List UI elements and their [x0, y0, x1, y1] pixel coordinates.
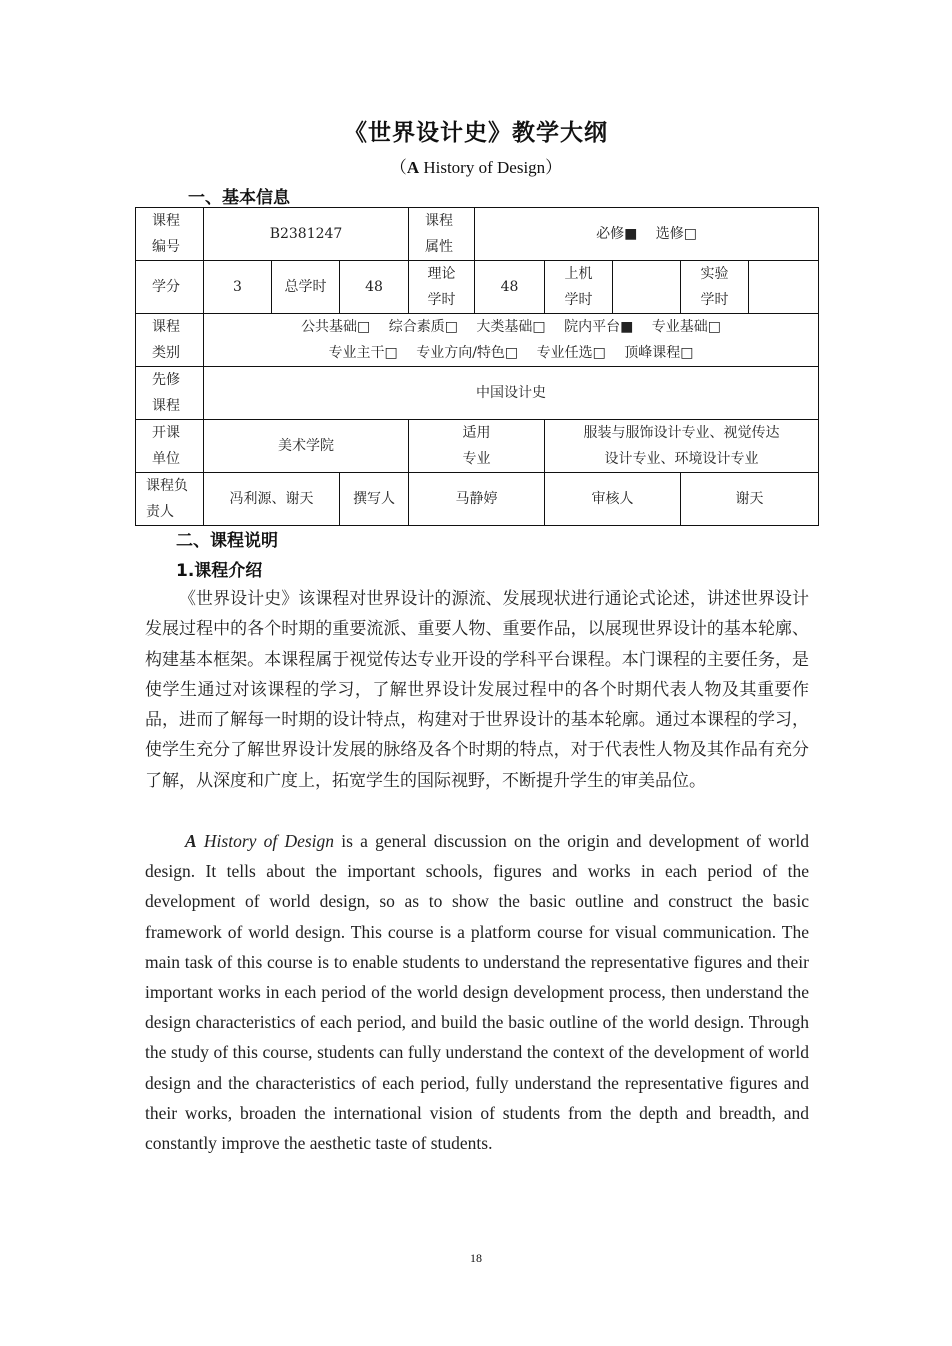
lab-hours-value — [749, 261, 819, 314]
credit-value: 3 — [204, 261, 272, 314]
prerequisite-value: 中国设计史 — [204, 367, 819, 420]
reviewer-value: 谢天 — [681, 473, 819, 526]
writer-value: 马静婷 — [409, 473, 545, 526]
computer-hours-value — [613, 261, 681, 314]
intro-lead-bold: A — [185, 831, 197, 851]
intro-lead-italic: History of Design — [196, 831, 335, 851]
table-row — [136, 314, 819, 367]
intro-body: is a general discussion on the origin and development of world design. It tells about the important schools, figures and works in each period of the development of world design, so as to show the basic outline and construct the basic framework of world design. This course is a platform course for visual communication. The main task of this course is to enable students to understand the representative figures and their important works in each period of the world design development process, then understand the design characteristics of each period, and build the basic outline of the world design. Through the study of this course, students can fully understand the context of the development of world design and the characteristics of each period, fully understand the representative figures and their works, broaden the international vision of students from the depth and breadth, and constantly improve the aesthetic taste of students. — [145, 831, 809, 1154]
course-attribute-value: 必修■ 选修□ — [475, 208, 819, 261]
page-title: 《世界设计史》教学大纲 — [344, 120, 608, 146]
subtitle-bold: A — [406, 158, 420, 177]
credit-label: 学分 — [136, 261, 204, 314]
theory-hours-label: 理论 学时 — [409, 261, 475, 314]
page-number: 18 — [470, 1251, 482, 1265]
section-heading-basic-info: 一、基本信息 — [188, 188, 290, 208]
subsection-heading-course-intro: 1.课程介绍 — [176, 561, 263, 581]
course-leader-label: 课程负 责人 — [136, 473, 204, 526]
reviewer-label: 审核人 — [545, 473, 681, 526]
course-intro-english — [145, 826, 809, 1158]
table-row — [136, 208, 819, 261]
table-row — [136, 367, 819, 420]
applicable-major-label: 适用 专业 — [409, 420, 545, 473]
course-attribute-label: 课程 属性 — [409, 208, 475, 261]
basic-info-table — [135, 207, 819, 526]
page-subtitle — [0, 153, 952, 178]
table-row — [136, 473, 819, 526]
section-heading-course-description: 二、课程说明 — [176, 531, 278, 551]
lab-hours-label: 实验 学时 — [681, 261, 749, 314]
table-row — [136, 420, 819, 473]
table-row — [136, 261, 819, 314]
course-leader-value: 冯利源、谢天 — [204, 473, 340, 526]
total-hours-label: 总学时 — [272, 261, 340, 314]
course-category-value: 公共基础□ 综合素质□ 大类基础□ 院内平台■ 专业基础□ 专业主干□ 专业方向/特色□ 专业任选□ 顶峰课程□ — [204, 314, 819, 367]
applicable-major-value: 服装与服饰设计专业、视觉传达 设计专业、环境设计专业 — [545, 420, 819, 473]
prerequisite-label: 先修 课程 — [136, 367, 204, 420]
department-label: 开课 单位 — [136, 420, 204, 473]
computer-hours-label: 上机 学时 — [545, 261, 613, 314]
course-category-label: 课程 类别 — [136, 314, 204, 367]
course-code-label: 课程 编号 — [136, 208, 204, 261]
writer-label: 撰写人 — [340, 473, 409, 526]
department-value: 美术学院 — [204, 420, 409, 473]
course-code-value: B2381247 — [204, 208, 409, 261]
total-hours-value: 48 — [340, 261, 409, 314]
subtitle-close: ） — [545, 158, 563, 177]
subtitle-rest: History of Design — [419, 158, 546, 177]
subtitle-open: （ — [389, 158, 407, 177]
course-intro-chinese: 《世界设计史》该课程对世界设计的源流、发展现状进行通论式论述，讲述世界设计发展过程中的各个时期的重要流派、重要人物、重要作品，以展现世界设计的基本轮廓、构建基本框架。本课程属于视觉传达专业开设的学科平台课程。本门课程的主要任务，是使学生通过对该课程的学习，了解世界设计发展过程中的各个时期代表人物及其重要作品，进而了解每一时期的设计特点，构建对于世界设计的基本轮廓。通过本课程的学习，使学生充分了解世界设计发展的脉络及各个时期的特点，对于代表性人物及其作品有充分了解，从深度和广度上，拓宽学生的国际视野，不断提升学生的审美品位。 — [145, 589, 809, 791]
theory-hours-value: 48 — [475, 261, 545, 314]
